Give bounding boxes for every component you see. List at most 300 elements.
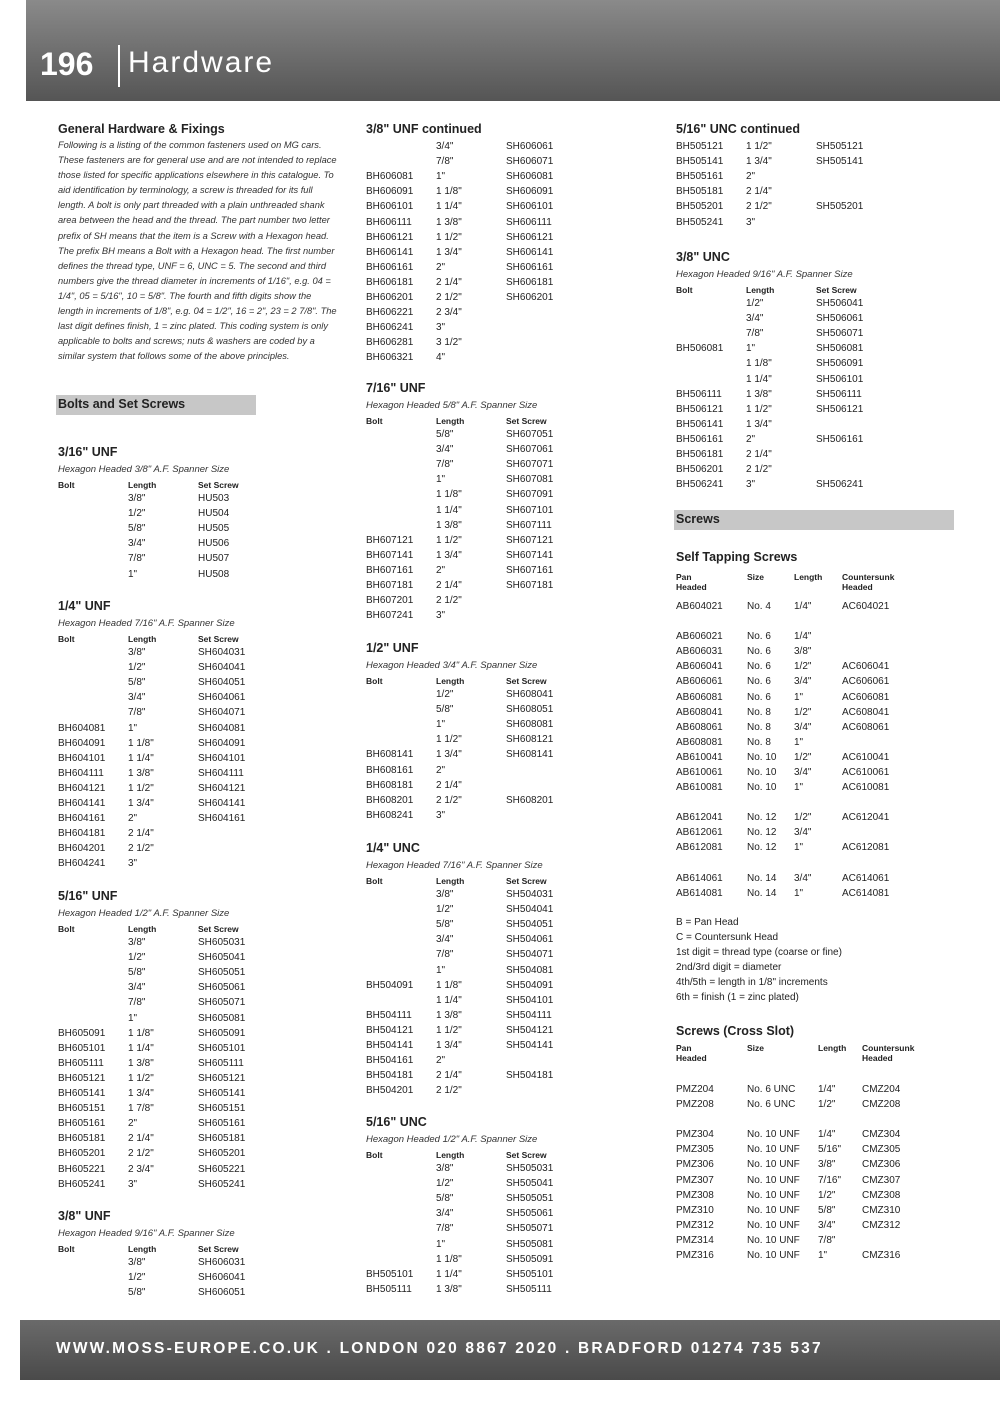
length: 7/8" (436, 1223, 454, 1235)
set-screw-part: SH506101 (816, 373, 864, 385)
length: 3" (746, 479, 756, 491)
countersunk-part: AC604021 (842, 601, 890, 612)
length: 1 1/8" (436, 979, 462, 991)
set-screw-part: HU504 (198, 508, 230, 520)
length: 2 1/2" (128, 843, 154, 855)
length: 1 1/4" (128, 1042, 154, 1054)
col-header-set-screw: Set Screw (816, 285, 857, 295)
bolt-part: BH606091 (366, 186, 414, 198)
bolt-part: BH605221 (58, 1163, 106, 1175)
set-screw-part: SH605201 (198, 1148, 246, 1160)
length: 1 1/2" (746, 141, 772, 152)
set-screw-part: SH504181 (506, 1070, 554, 1082)
set-screw-part: SH606031 (198, 1257, 246, 1268)
set-screw-part: SH504081 (506, 964, 554, 976)
bolt-part: BH605091 (58, 1027, 106, 1039)
length: 1/2" (794, 706, 812, 718)
pan-part: PMZ204 (676, 1084, 714, 1095)
set-screw-part: SH505081 (506, 1238, 554, 1250)
bolt-part: BH608181 (366, 779, 414, 791)
size: No. 10 UNF (747, 1250, 800, 1261)
bolt-part: BH607161 (366, 564, 414, 576)
length: 3/4" (794, 827, 812, 839)
length: 1 1/2" (128, 782, 154, 794)
pan-part: AB606021 (676, 631, 723, 643)
col-header-bolt: Bolt (58, 480, 75, 490)
bolt-part: BH604081 (58, 722, 106, 734)
size: No. 10 UNF (747, 1129, 800, 1141)
length: 7/8" (818, 1234, 836, 1246)
col-header-length: Length (436, 876, 465, 886)
length: 1 1/8" (436, 186, 462, 198)
length: 2 1/2" (436, 292, 462, 303)
bolt-part: BH504121 (366, 1024, 414, 1036)
size: No. 12 (747, 827, 777, 839)
length: 3/4" (794, 767, 812, 778)
length: 7/8" (128, 997, 146, 1009)
length: 1 3/8" (436, 519, 462, 531)
screws-band-label: Screws (676, 512, 720, 526)
length: 1" (794, 842, 804, 854)
section-title: 3/8" UNC (676, 250, 730, 264)
bolt-part: BH604161 (58, 813, 106, 825)
bolt-part: BH605111 (58, 1057, 104, 1069)
col-header-length: Length (128, 1244, 157, 1254)
length: 1/4" (818, 1084, 836, 1095)
col-header-bolt: Bolt (366, 416, 383, 426)
bolt-part: BH505241 (676, 216, 724, 228)
pan-part: PMZ310 (676, 1204, 714, 1216)
section-subtitle: Hexagon Headed 7/16" A.F. Spanner Size (58, 618, 235, 629)
size: No. 10 UNF (747, 1159, 800, 1171)
length: 1 3/8" (436, 1009, 462, 1021)
length: 1 3/4" (436, 1040, 462, 1051)
size: No. 6 UNC (747, 1099, 796, 1111)
set-screw-part: SH505201 (816, 201, 864, 213)
set-screw-part: SH605031 (198, 937, 246, 948)
length: 1 1/8" (436, 1253, 462, 1265)
col-header-set-screw: Set Screw (198, 1244, 239, 1254)
countersunk-part: AC610081 (842, 782, 890, 794)
bolt-part: BH505161 (676, 171, 724, 183)
length: 1/2" (128, 662, 146, 674)
section-title: 5/16" UNC continued (676, 122, 800, 136)
size: No. 6 (747, 631, 771, 643)
col-header-bolt: Bolt (676, 285, 693, 295)
set-screw-part: SH605161 (198, 1118, 246, 1130)
length: 1" (746, 343, 756, 355)
set-screw-part: SH605101 (198, 1042, 246, 1054)
set-screw-part: SH605071 (198, 997, 246, 1009)
pan-part: AB606061 (676, 676, 723, 688)
length: 1" (128, 568, 138, 580)
section-title: 3/16" UNF (58, 445, 118, 459)
bolts-band-label: Bolts and Set Screws (58, 397, 186, 411)
length: 3/8" (818, 1159, 836, 1171)
bolt-part: BH504141 (366, 1040, 414, 1051)
section-title: 7/16" UNF (366, 381, 426, 395)
bolt-part: BH604141 (58, 798, 106, 809)
countersunk-part: CMZ306 (862, 1159, 901, 1171)
length: 5/8" (436, 1193, 454, 1205)
set-screw-part: SH505071 (506, 1223, 554, 1235)
bolt-part: BH606111 (366, 216, 412, 228)
bolt-part: BH506081 (676, 343, 724, 355)
section-subtitle: Hexagon Headed 1/2" A.F. Spanner Size (366, 1134, 538, 1145)
length: 3/4" (128, 538, 146, 550)
set-screw-part: SH506091 (816, 358, 864, 370)
length: 2 1/2" (436, 794, 462, 806)
set-screw-part: SH505141 (816, 156, 864, 168)
size: No. 6 (747, 691, 771, 703)
set-screw-part: SH505121 (816, 141, 864, 152)
bolt-part: BH608141 (366, 749, 414, 761)
section-title: 5/16" UNC (366, 1115, 427, 1129)
length: 1 1/2" (436, 734, 462, 746)
set-screw-part: SH606181 (506, 276, 554, 288)
bolt-part: BH606181 (366, 276, 414, 288)
size: No. 14 (747, 887, 777, 899)
set-screw-part: SH604081 (198, 722, 246, 734)
pan-part: AB610061 (676, 767, 723, 778)
header-divider (118, 45, 120, 87)
length: 1" (436, 474, 446, 486)
length: 1" (128, 1012, 138, 1024)
note-line: 2nd/3rd digit = diameter (676, 962, 782, 973)
pan-part: AB614061 (676, 872, 723, 884)
set-screw-part: SH606121 (506, 231, 554, 243)
bolt-part: BH605141 (58, 1088, 106, 1099)
length: 5/8" (436, 429, 454, 440)
bolt-part: BH608241 (366, 809, 414, 821)
bolt-part: BH606101 (366, 201, 414, 213)
length: 2 1/4" (746, 449, 772, 460)
col-header-set-screw: Set Screw (198, 924, 239, 934)
set-screw-part: SH606041 (198, 1272, 246, 1284)
col-header-bolt: Bolt (366, 876, 383, 886)
bolt-part: BH604241 (58, 858, 106, 870)
length: 1/2" (436, 689, 454, 700)
length: 1 3/8" (128, 767, 154, 779)
length: 2 1/2" (746, 201, 772, 213)
bolt-part: BH504201 (366, 1085, 414, 1097)
bolt-part: BH506111 (676, 388, 722, 400)
bolt-part: BH506241 (676, 479, 724, 491)
bolt-part: BH605161 (58, 1118, 106, 1130)
set-screw-part: SH604061 (198, 692, 246, 704)
intro-text: Following is a listing of the common fasteners used on MG cars. These fasteners are for general use and are not intended to replace those listed for specific applications elsewhere in this catalogue. To aid identification by terminology, a screw is threaded for its full length. A bolt is only part threaded with a plain unthreaded shank area between the head and the thread. The part number two letter prefix of SH means that the item is a Screw with a Hexagon head. The prefix BH means a Bolt with a Hexagon head. The first number defines the thread type, UNF = 6, UNC = 5. The second and third numbers give the thread diameter in increments of 1/16", e.g. 04 = 1/4", 05 = 5/16", 10 = 5/8". The fourth and fifth digits show the length in increments of 1/8", e.g. 04 = 1/2", 16 = 2", 23 = 2 7/8". The last digit defines finish, 1 = zinc plated. This coding system is only applicable to bolts and screws; nuts & washers are coded by a similar system that follows some of the above principles. (58, 140, 337, 362)
set-screw-part: SH606101 (506, 201, 554, 213)
length: 3" (436, 809, 446, 821)
bolt-part: BH506161 (676, 433, 724, 445)
set-screw-part: SH505041 (506, 1178, 554, 1190)
col-header-set-screw: Set Screw (198, 634, 239, 644)
length: 1/2" (794, 661, 812, 673)
set-screw-part: SH607081 (506, 474, 554, 486)
bolt-part: BH505141 (676, 156, 724, 168)
set-screw-part: SH604091 (198, 737, 246, 749)
length: 5/8" (128, 1287, 146, 1299)
length: 2 1/2" (436, 1085, 462, 1097)
set-screw-part: SH604031 (198, 647, 246, 658)
self_tapping-title: Self Tapping Screws (676, 550, 798, 564)
set-screw-part: SH504091 (506, 979, 554, 991)
size: No. 6 (747, 646, 771, 658)
set-screw-part: SH506071 (816, 328, 864, 340)
size: No. 8 (747, 706, 771, 718)
bolt-part: BH606281 (366, 337, 414, 349)
countersunk-part: CMZ307 (862, 1174, 901, 1186)
bolt-part: BH505181 (676, 186, 724, 198)
cross_slot-title: Screws (Cross Slot) (676, 1024, 795, 1038)
section-subtitle: Hexagon Headed 9/16" A.F. Spanner Size (676, 269, 853, 280)
col-header-length: Length (436, 1150, 465, 1160)
length: 1/4" (818, 1129, 836, 1141)
length-header: Length (794, 572, 823, 582)
length: 2" (436, 764, 446, 776)
bolt-part: BH605101 (58, 1042, 106, 1054)
col-header-bolt: Bolt (58, 634, 75, 644)
length: 1/2" (436, 1178, 454, 1190)
section-subtitle: Hexagon Headed 1/2" A.F. Spanner Size (58, 908, 230, 919)
note-line: 1st digit = thread type (coarse or fine) (676, 947, 842, 958)
bolt-part: BH605241 (58, 1178, 106, 1190)
set-screw-part: SH606201 (506, 292, 554, 303)
length: 1/2" (794, 812, 812, 824)
length: 1 1/4" (436, 201, 462, 213)
section-title: 3/8" UNF continued (366, 122, 482, 136)
length: 3/4" (818, 1219, 836, 1231)
length: 2 3/4" (436, 307, 462, 319)
set-screw-part: SH505101 (506, 1268, 554, 1280)
countersunk-part: CMZ316 (862, 1250, 901, 1261)
note-line: B = Pan Head (676, 917, 739, 928)
pan-part: PMZ305 (676, 1144, 714, 1156)
set-screw-part: SH606091 (506, 186, 554, 198)
length: 1" (436, 719, 446, 731)
length: 2 3/4" (128, 1163, 154, 1175)
bolt-part: BH606081 (366, 171, 414, 183)
size: No. 6 (747, 676, 771, 688)
size: No. 4 (747, 601, 771, 612)
set-screw-part: SH505111 (506, 1283, 552, 1295)
set-screw-part: SH607071 (506, 459, 554, 471)
set-screw-part: HU507 (198, 553, 230, 565)
set-screw-part: SH605221 (198, 1163, 246, 1175)
length: 1" (436, 1238, 446, 1250)
page-title: Hardware (128, 46, 275, 79)
pan-part: AB614081 (676, 887, 723, 899)
length: 1/2" (128, 1272, 146, 1284)
bolt-part: BH607241 (366, 610, 414, 622)
pan-part: AB612041 (676, 812, 723, 824)
size: No. 6 (747, 661, 771, 673)
section-subtitle: Hexagon Headed 7/16" A.F. Spanner Size (366, 860, 543, 871)
pan-part: AB612061 (676, 827, 723, 839)
length: 2" (436, 1055, 446, 1067)
length: 1 1/8" (128, 737, 154, 749)
intro-title: General Hardware & Fixings (58, 122, 225, 136)
length: 1" (794, 736, 804, 748)
bolt-part: BH607201 (366, 595, 414, 607)
pan-part: AB608081 (676, 736, 723, 748)
length: 1 3/4" (128, 798, 154, 809)
size: No. 10 (747, 751, 777, 763)
set-screw-part: SH504031 (506, 889, 554, 900)
length: 2 1/4" (128, 1133, 154, 1145)
length: 5/8" (128, 677, 146, 689)
length: 1 1/4" (746, 373, 772, 385)
bolts-band (56, 395, 256, 415)
countersunk-part: CMZ305 (862, 1144, 901, 1156)
length: 3" (436, 322, 446, 334)
size: No. 10 UNF (747, 1219, 800, 1231)
set-screw-part: SH604141 (198, 798, 246, 809)
bolt-part: BH505121 (676, 141, 724, 152)
length: 1" (794, 782, 804, 794)
set-screw-part: SH505091 (506, 1253, 554, 1265)
length: 1/2" (746, 298, 764, 309)
length: 1 3/4" (128, 1088, 154, 1099)
section-title: 1/2" UNF (366, 641, 419, 655)
bolt-part: BH505201 (676, 201, 724, 213)
bolt-part: BH504091 (366, 979, 414, 991)
length: 3/8" (128, 647, 146, 658)
col-header-length: Length (436, 416, 465, 426)
set-screw-part: SH606081 (506, 171, 554, 183)
set-screw-part: SH504141 (506, 1040, 554, 1051)
length: 1 3/8" (436, 1283, 462, 1295)
bolt-part: BH505101 (366, 1268, 414, 1280)
col-header-set-screw: Set Screw (506, 676, 547, 686)
size: No. 10 (747, 782, 777, 794)
size: No. 10 UNF (747, 1189, 800, 1201)
col-header-bolt: Bolt (366, 1150, 383, 1160)
bolt-part: BH604101 (58, 752, 106, 764)
length: 3/4" (128, 982, 146, 994)
pan-part: PMZ307 (676, 1174, 714, 1186)
length: 1 3/4" (436, 246, 462, 258)
set-screw-part: SH506161 (816, 433, 864, 445)
set-screw-part: SH506111 (816, 388, 862, 400)
length: 7/8" (436, 949, 454, 961)
bolt-part: BH607141 (366, 549, 414, 561)
length: 2 1/2" (128, 1148, 154, 1160)
set-screw-part: SH605141 (198, 1088, 246, 1099)
pan-part: PMZ208 (676, 1099, 714, 1111)
length: 3/4" (128, 692, 146, 704)
length: 3 1/2" (436, 337, 462, 349)
footer-contact: WWW.MOSS-EUROPE.CO.UK . LONDON 020 8867 2020 . BRADFORD 01274 735 537 (56, 1340, 823, 1357)
length: 3/4" (746, 313, 764, 325)
length: 5/8" (818, 1204, 836, 1216)
set-screw-part: SH605151 (198, 1103, 246, 1115)
length: 3/8" (794, 646, 812, 658)
size: No. 6 UNC (747, 1084, 796, 1095)
length: 5/8" (436, 919, 454, 931)
length: 1 1/4" (436, 994, 462, 1006)
length: 3/8" (128, 1257, 146, 1268)
col-header-set-screw: Set Screw (198, 480, 239, 490)
bolt-part: BH606241 (366, 322, 414, 334)
size: No. 14 (747, 872, 777, 884)
length: 1 3/4" (746, 418, 772, 430)
countersunk-part: CMZ304 (862, 1129, 901, 1141)
length: 2" (128, 1118, 138, 1130)
bolt-part: BH505111 (366, 1283, 412, 1295)
bolt-part: BH605201 (58, 1148, 106, 1160)
bolt-part: BH607121 (366, 534, 414, 546)
size: No. 10 (747, 767, 777, 778)
col-header-length: Length (436, 676, 465, 686)
set-screw-part: SH608141 (506, 749, 554, 761)
set-screw-part: HU506 (198, 538, 230, 550)
page-number: 196 (40, 46, 94, 82)
length: 1" (128, 722, 138, 734)
length: 2" (128, 813, 138, 825)
length: 2" (436, 564, 446, 576)
length: 3" (128, 858, 138, 870)
section-subtitle: Hexagon Headed 9/16" A.F. Spanner Size (58, 1228, 235, 1239)
set-screw-part: HU505 (198, 523, 230, 535)
length: 1 3/4" (436, 749, 462, 761)
countersunk-part: AC606041 (842, 661, 890, 673)
length: 1 1/2" (128, 1072, 154, 1084)
bolt-part: BH608201 (366, 794, 414, 806)
bolt-part: BH506181 (676, 449, 724, 460)
col-header-set-screw: Set Screw (506, 416, 547, 426)
bolt-part: BH606321 (366, 352, 414, 364)
length: 2 1/4" (436, 1070, 462, 1082)
col-header-bolt: Bolt (366, 676, 383, 686)
countersunk-part: AC610061 (842, 767, 890, 778)
col-header-length: Length (746, 285, 775, 295)
countersunk-part: AC614081 (842, 887, 890, 899)
set-screw-part: SH605081 (198, 1012, 246, 1024)
length: 2 1/2" (436, 595, 462, 607)
size: No. 12 (747, 812, 777, 824)
length: 1 3/4" (746, 156, 772, 168)
pan-part: PMZ308 (676, 1189, 714, 1201)
set-screw-part: SH506081 (816, 343, 864, 355)
col-header-bolt: Bolt (58, 1244, 75, 1254)
set-screw-part: SH604071 (198, 707, 246, 719)
pan-part: AB612081 (676, 842, 723, 854)
size: No. 12 (747, 842, 777, 854)
countersunk-part: AC612041 (842, 812, 890, 824)
pan-part: AB606081 (676, 691, 723, 703)
pan-headed-header: Pan Headed (676, 1043, 707, 1063)
length: 1" (818, 1250, 828, 1261)
length: 1 3/8" (436, 216, 462, 228)
pan-part: AB606041 (676, 661, 723, 673)
page-footer (20, 1320, 1000, 1380)
length: 1" (794, 691, 804, 703)
length: 1" (794, 887, 804, 899)
section-subtitle: Hexagon Headed 3/4" A.F. Spanner Size (366, 660, 538, 671)
set-screw-part: HU503 (198, 493, 230, 504)
length: 3" (436, 610, 446, 622)
length: 1 1/4" (436, 504, 462, 516)
section-title: 3/8" UNF (58, 1209, 111, 1223)
bolt-part: BH604111 (58, 767, 104, 779)
length: 2 1/4" (436, 779, 462, 791)
size: No. 10 UNF (747, 1144, 800, 1156)
length: 5/8" (436, 704, 454, 716)
bolt-part: BH504111 (366, 1009, 412, 1021)
length: 3/8" (436, 1163, 454, 1174)
countersunk-part: CMZ208 (862, 1099, 901, 1111)
